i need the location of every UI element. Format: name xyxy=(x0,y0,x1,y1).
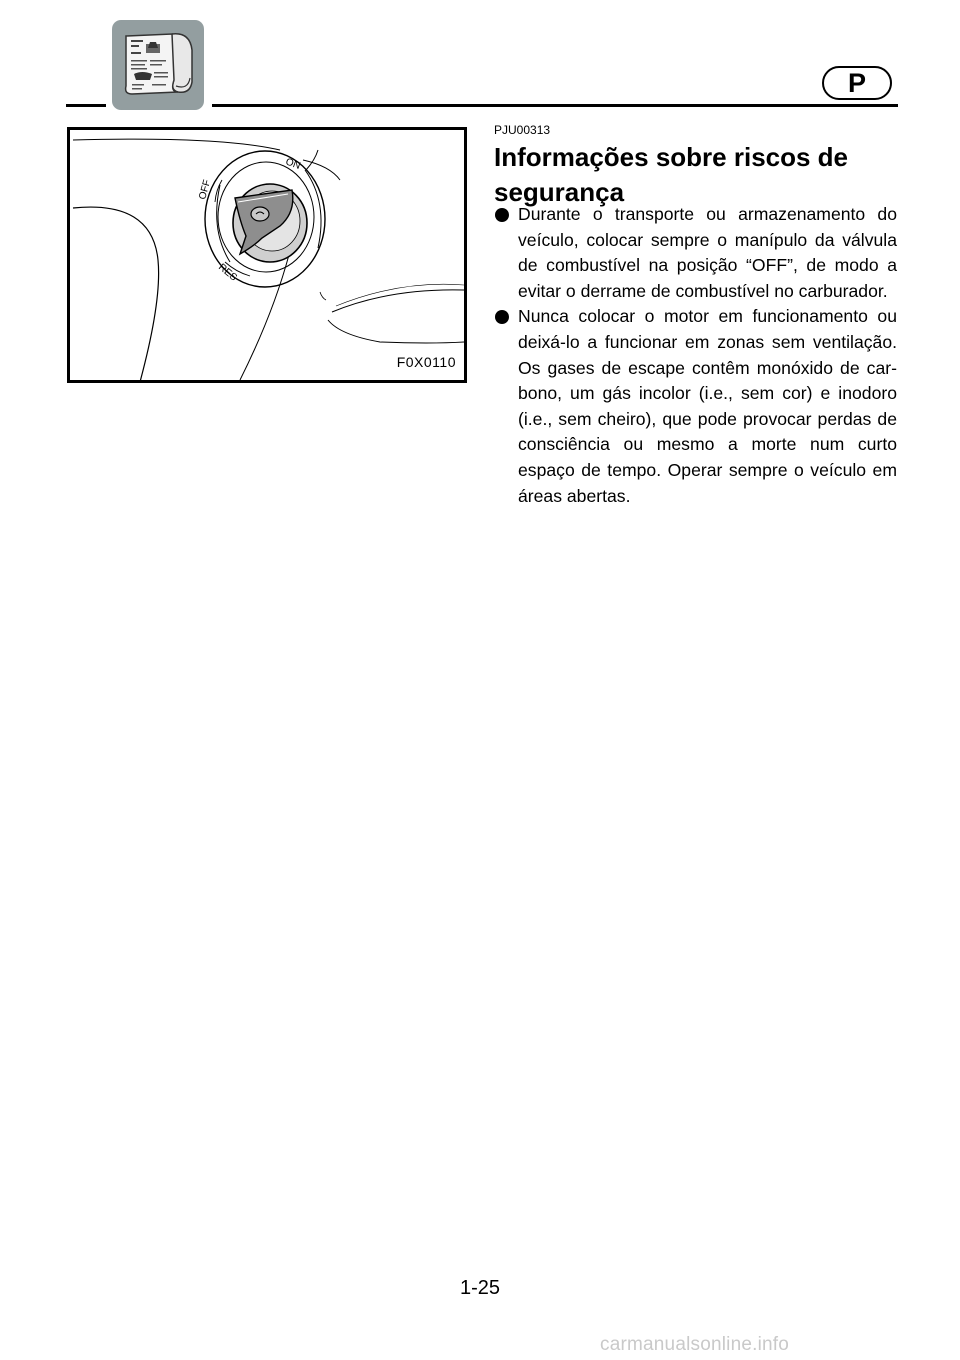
section-title: Informações sobre riscos de segurança xyxy=(494,142,849,207)
bullet-text: Nunca colocar o motor em funcionamento ou deixá-lo a funcionar em zonas sem ventilação. Os gases de escape contêm monóxido de car-bono, um gás incolor (i.e., sem cor) e inodoro (i.e., sem cheiro), que pode provocar perdas de consciência ou mesmo a morte num curto espaço de tempo. Operar sempre o veículo em áreas abertas. xyxy=(518,306,897,506)
off-position-label: OFF xyxy=(197,178,214,201)
res-position-label: RES xyxy=(216,261,239,284)
section-code: PJU00313 xyxy=(494,123,551,137)
figure-code: F0X0110 xyxy=(396,354,456,370)
bullet-text: Durante o transporte ou armazenamento do veículo, colocar sempre o manípulo da válvula de combustível na posição “OFF”, de modo a evitar o derrame de combustível no carburador. xyxy=(518,204,897,301)
bullet-item xyxy=(494,202,897,304)
bullet-dot-icon xyxy=(495,310,509,324)
fuel-valve-figure xyxy=(67,127,467,383)
language-badge: P xyxy=(822,66,892,100)
header-rule-left xyxy=(66,104,106,107)
page-number: 1-25 xyxy=(459,1277,501,1299)
bullet-dot-icon xyxy=(495,208,509,222)
manual-book-icon xyxy=(112,20,204,110)
bullet-item xyxy=(494,304,897,509)
safety-bullet-list xyxy=(494,202,897,509)
watermark: carmanualsonline.info xyxy=(600,1334,790,1355)
header-rule-right xyxy=(212,104,898,107)
on-position-label: ON xyxy=(283,156,302,172)
